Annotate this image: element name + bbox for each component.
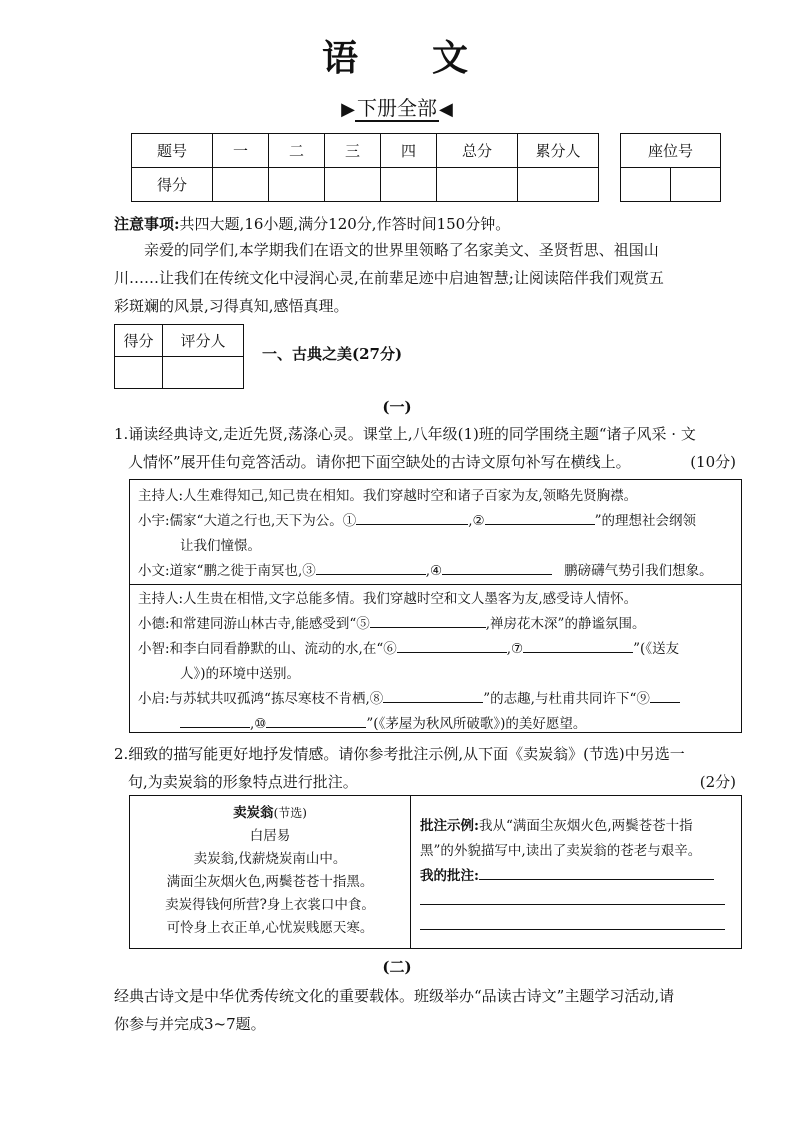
seat-label: 座位号 — [621, 134, 721, 168]
header-cell: 二 — [269, 134, 325, 168]
intro-line: 川……让我们在传统文化中浸润心灵,在前辈足迹中启迪智慧;让阅读陪伴我们观赏五 — [114, 269, 664, 287]
title-char-1: 语 — [321, 37, 362, 79]
triangle-right-icon: ▶ — [341, 99, 355, 120]
host-line: 主持人:人生难得知己,知己贵在相知。我们穿越时空和诸子百家为友,领略先贤胸襟。 — [138, 488, 638, 504]
blank-9[interactable] — [650, 688, 680, 703]
xiaowen-line: 小文:道家“鹏之徙于南冥也,③ ,④ 鹏磅礴气势引我们想象。 — [138, 559, 733, 584]
poem-section — [130, 802, 410, 940]
intro — [114, 236, 744, 320]
question-2 — [114, 740, 744, 796]
part2-line: 经典古诗文是中华优秀传统文化的重要载体。班级举办“品读古诗文”主题学习活动,请 — [114, 987, 675, 1005]
xiaode-line: 小德:和常建同游山林古寺,能感受到“⑤ ,禅房花木深”的静谧氛围。 — [138, 612, 733, 637]
xiaozhi-line: 小智:和李白同看静默的山、流动的水,在“⑥ ,⑦ ”(《送友 — [138, 637, 733, 662]
q2-line: 句,为卖炭翁的形象特点进行批注。 — [128, 773, 358, 791]
blank-7[interactable] — [523, 638, 633, 653]
annotation-line-2[interactable] — [420, 890, 725, 905]
poem-note: (节选) — [273, 806, 307, 820]
header-cell: 一 — [213, 134, 269, 168]
blank-9b[interactable] — [180, 713, 250, 728]
poem-line: 卖炭翁,伐薪烧炭南山中。 — [193, 851, 347, 867]
section-title: 一、古典之美(27分) — [262, 345, 403, 363]
annotation-line-1[interactable] — [479, 865, 714, 880]
triangle-left-icon: ◀ — [439, 99, 453, 120]
score-table-score-row — [132, 168, 599, 202]
header-cell: 总分 — [437, 134, 518, 168]
grader-score-cell[interactable] — [115, 357, 163, 389]
score-cell[interactable] — [325, 168, 381, 202]
part2-line: 你参与并完成3~7题。 — [114, 1015, 266, 1033]
question-1 — [114, 420, 744, 476]
xiaoyu-line-2: 让我们憧憬。 — [180, 538, 261, 554]
q1-points: (10分) — [690, 453, 736, 471]
score-cell[interactable] — [518, 168, 599, 202]
seat-cell[interactable] — [621, 168, 671, 202]
notice-label: 注意事项: — [114, 215, 180, 233]
part-heading-1: (一) — [382, 398, 412, 416]
poem-title: 卖炭翁 — [233, 805, 274, 821]
box-divider — [130, 584, 741, 585]
grader-table — [114, 324, 244, 389]
example-label: 批注示例: — [420, 818, 479, 834]
part2-intro — [114, 982, 744, 1038]
blank-2[interactable] — [485, 510, 595, 525]
poem-line: 满面尘灰烟火色,两鬓苍苍十指黑。 — [166, 874, 374, 890]
score-table — [131, 133, 599, 202]
annotation-line-3[interactable] — [420, 915, 725, 930]
q1-line: 人情怀”展开佳句竞答活动。请你把下面空缺处的古诗文原句补写在横线上。 — [128, 453, 631, 471]
score-table-header-row — [132, 134, 599, 168]
poem-line: 可怜身上衣正单,心忧炭贱愿天寒。 — [166, 920, 374, 936]
intro-line: 彩斑斓的风景,习得真知,感悟真理。 — [114, 297, 349, 315]
seat-cell[interactable] — [671, 168, 721, 202]
host-line: 主持人:人生贵在相惜,文字总能多情。我们穿越时空和文人墨客为友,感受诗人情怀。 — [138, 591, 638, 607]
example-text-2: 黑”的外貌描写中,读出了卖炭翁的苍老与艰辛。 — [420, 843, 702, 859]
subtitle-text: 下册全部 — [357, 96, 437, 120]
poem-box — [129, 795, 742, 949]
blank-4[interactable] — [442, 560, 552, 575]
intro-line: 亲爱的同学们,本学期我们在语文的世界里领略了名家美文、圣贤哲思、祖国山 — [144, 241, 659, 259]
row-label: 得分 — [132, 168, 213, 202]
header-cell: 四 — [381, 134, 437, 168]
seat-table — [620, 133, 721, 202]
annotation-section — [420, 814, 732, 939]
blank-8[interactable] — [383, 688, 483, 703]
blank-1[interactable] — [356, 510, 468, 525]
xiaozhi-line-2: 人》)的环境中送别。 — [180, 666, 301, 682]
score-cell[interactable] — [269, 168, 325, 202]
dialogue-box — [129, 479, 742, 733]
xiaoqi-line: 小启:与苏轼共叹孤鸿“拣尽寒枝不肯栖,⑧ ”的志趣,与杜甫共同许下“⑨ — [138, 687, 733, 712]
q2-line: 2.细致的描写能更好地抒发情感。请你参考批注示例,从下面《卖炭翁》(节选)中另选一 — [114, 745, 685, 763]
part-heading-2: (二) — [382, 958, 412, 976]
grader-label: 评分人 — [163, 325, 244, 357]
header-cell: 题号 — [132, 134, 213, 168]
blank-6[interactable] — [397, 638, 507, 653]
blank-10[interactable] — [266, 713, 366, 728]
q1-line: 1.诵读经典诗文,走近先贤,荡涤心灵。课堂上,八年级(1)班的同学围绕主题“诸子风采 · 文 — [114, 425, 696, 443]
example-text: 我从“满面尘灰烟火色,两鬓苍苍十指 — [478, 818, 693, 834]
poem-line: 卖炭得钱何所营?身上衣裳口中食。 — [165, 897, 375, 913]
notice — [114, 210, 510, 238]
poem-author: 白居易 — [249, 828, 291, 844]
page-title — [0, 30, 794, 81]
blank-5[interactable] — [370, 613, 486, 628]
title-char-2: 文 — [432, 37, 473, 79]
notice-text: 共四大题,16小题,满分120分,作答时间150分钟。 — [179, 215, 511, 233]
q2-points: (2分) — [699, 773, 736, 791]
score-cell[interactable] — [213, 168, 269, 202]
xiaoqi-line-2: ,⑩ ”(《茅屋为秋风所破歌》)的美好愿望。 — [138, 712, 733, 737]
blank-3[interactable] — [316, 560, 426, 575]
mine-label: 我的批注: — [420, 868, 479, 884]
box-divider — [410, 796, 411, 948]
header-cell: 三 — [325, 134, 381, 168]
header-cell: 累分人 — [518, 134, 599, 168]
score-cell[interactable] — [381, 168, 437, 202]
grader-cell[interactable] — [163, 357, 244, 389]
subtitle — [0, 92, 794, 121]
xiaoyu-line: 小宇:儒家“大道之行也,天下为公。① ,② ”的理想社会纲领 — [138, 509, 733, 534]
score-cell[interactable] — [437, 168, 518, 202]
grader-score-label: 得分 — [115, 325, 163, 357]
